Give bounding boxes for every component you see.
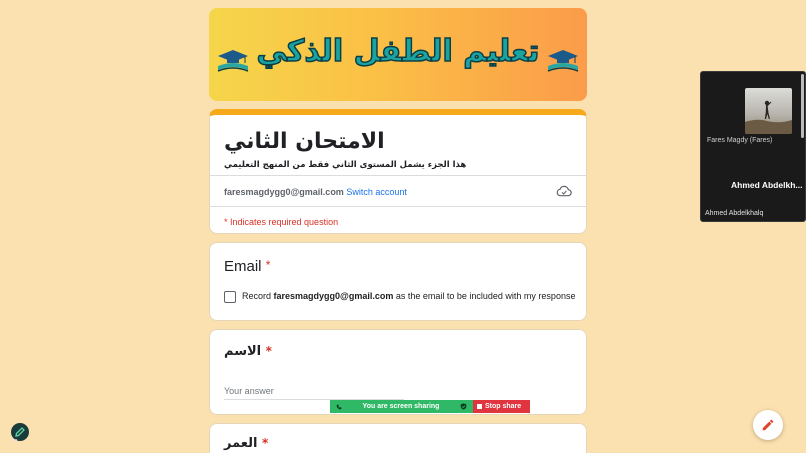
divider xyxy=(210,206,586,207)
age-question-card xyxy=(209,423,587,453)
shield-icon xyxy=(460,403,467,410)
account-email: faresmagdygg0@gmail.com xyxy=(224,187,344,197)
required-mark: * xyxy=(265,344,272,358)
account-row xyxy=(224,187,407,197)
annotate-button[interactable] xyxy=(9,421,31,443)
form-header-card xyxy=(209,109,587,234)
required-note: * Indicates required question xyxy=(224,217,339,227)
stop-share-button[interactable]: Stop share xyxy=(473,400,530,413)
name-answer-input[interactable] xyxy=(224,382,404,400)
edit-fab-button[interactable] xyxy=(753,410,783,440)
panel-scrollbar[interactable] xyxy=(801,74,804,138)
participant-name: Fares Magdy (Fares) xyxy=(707,137,773,144)
required-mark: * xyxy=(265,258,271,272)
question-title-email: Email * xyxy=(224,258,271,275)
email-question-card xyxy=(209,242,587,321)
participant-name: Ahmed Abdelkhalq xyxy=(705,210,764,217)
person-silhouette-icon xyxy=(745,88,792,134)
divider xyxy=(210,175,586,176)
screen-share-status: You are screen sharing xyxy=(330,400,473,413)
screen-share-bar xyxy=(330,400,530,413)
switch-account-link[interactable]: Switch account xyxy=(346,187,407,197)
stop-icon xyxy=(477,404,482,409)
required-mark: * xyxy=(262,436,269,450)
header-banner xyxy=(209,8,587,101)
pencil-icon xyxy=(761,418,775,432)
record-email-label: Record faresmagdygg0@gmail.com as the email to be included with my response xyxy=(242,291,576,301)
video-participants-panel[interactable] xyxy=(700,71,806,222)
form-title: الامتحان الثاني xyxy=(224,129,385,154)
cloud-save-icon xyxy=(556,184,572,198)
participant-video xyxy=(745,88,792,134)
form-description: هذا الجزء يشمل المستوى الثاني فقط من المنهج التعليمي xyxy=(224,160,467,170)
banner-title: تعليم الطفل الذكي xyxy=(256,34,540,69)
question-title-name: الاسم * xyxy=(224,344,272,359)
annotate-pencil-icon xyxy=(9,421,31,443)
question-title-age: العمر * xyxy=(224,436,269,451)
phone-icon xyxy=(336,404,342,410)
graduation-cap-icon xyxy=(545,48,581,78)
record-email-checkbox[interactable] xyxy=(224,291,236,303)
participant-display-name: Ahmed Abdelkh... xyxy=(731,180,803,190)
